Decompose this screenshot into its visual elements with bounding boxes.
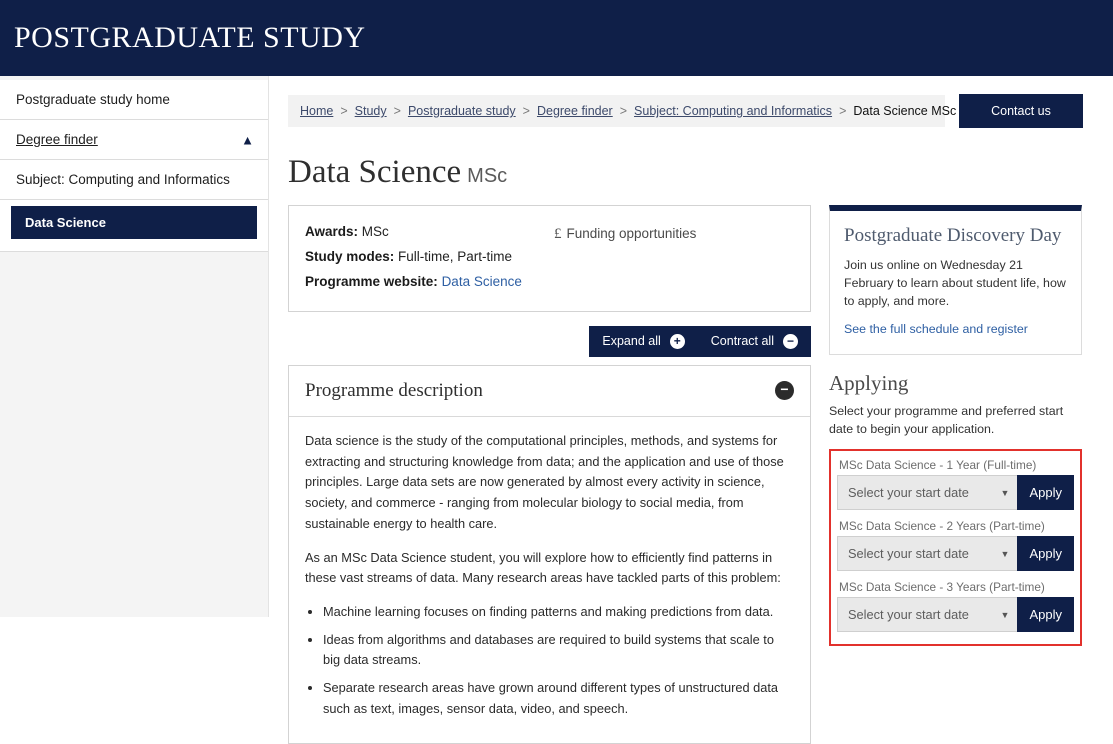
awards-value: MSc	[361, 224, 389, 239]
breadcrumb-separator: >	[522, 104, 530, 118]
chevron-up-icon[interactable]: ▲	[241, 132, 254, 147]
promo-heading: Postgraduate Discovery Day	[844, 225, 1062, 246]
description-paragraph: As an MSc Data Science student, you will explore how to efficiently find patterns in these vast streams of data. Many research areas have tackled parts of this problem:	[305, 549, 781, 586]
sidebar-item-degree-finder[interactable]	[0, 120, 268, 160]
apply-button-3[interactable]: Apply	[1017, 597, 1074, 632]
pound-icon: £	[554, 226, 562, 242]
list-item: • Machine learning focuses on finding patterns and making predictions from data.	[323, 602, 794, 623]
start-date-select-value: Select your start date	[848, 485, 969, 501]
breadcrumb-row	[288, 94, 1091, 128]
breadcrumb-link-home[interactable]: Home	[300, 104, 334, 118]
applying-heading: Applying	[829, 371, 909, 396]
apply-button-1[interactable]: Apply	[1017, 475, 1074, 510]
minus-circle-icon[interactable]: −	[775, 381, 794, 400]
apply-option-row	[837, 475, 1074, 510]
funding-label: Funding opportunities	[566, 226, 697, 241]
chevron-down-icon: ▼	[1000, 487, 1010, 498]
awards-row	[305, 220, 794, 245]
expand-all-label: Expand all	[602, 334, 661, 349]
sidebar	[0, 76, 269, 617]
sidebar-item-data-science[interactable]: Data Science	[11, 206, 257, 239]
programme-website-row	[305, 270, 794, 295]
breadcrumb-separator: >	[839, 104, 847, 118]
site-title: POSTGRADUATE STUDY	[14, 21, 366, 54]
breadcrumb	[288, 95, 957, 127]
breadcrumb-separator: >	[619, 104, 628, 118]
apply-option-label: MSc Data Science - 1 Year (Full-time)	[839, 458, 1037, 473]
contract-all-label: Contract all	[710, 334, 774, 349]
apply-option-label: MSc Data Science - 2 Years (Part-time)	[839, 519, 1045, 534]
contract-all-button[interactable]	[698, 326, 811, 357]
start-date-select-1[interactable]	[837, 475, 1017, 510]
side-column	[829, 205, 1082, 744]
study-modes-value: Full-time, Part-time	[398, 248, 513, 264]
breadcrumb-link-subject[interactable]: Subject: Computing and Informatics	[634, 104, 833, 118]
breadcrumb-link-postgraduate-study[interactable]: Postgraduate study	[407, 104, 516, 118]
start-date-select-value: Select your start date	[848, 546, 969, 562]
accordion-header[interactable]	[289, 366, 810, 417]
main-column	[288, 205, 811, 744]
accordion-title: Programme description	[305, 379, 483, 401]
breadcrumb-link-degree-finder[interactable]: Degree finder	[536, 104, 613, 118]
chevron-down-icon: ▼	[1000, 548, 1010, 559]
sidebar-item-label: Subject: Computing and Informatics	[16, 172, 230, 187]
list-item: • Separate research areas have grown around different types of unstructured data such as text, images, sensor data, video, and speech.	[323, 678, 794, 719]
apply-option-label: MSc Data Science - 3 Years (Part-time)	[839, 580, 1045, 595]
start-date-select-value: Select your start date	[848, 607, 969, 623]
page-title-qualification: MSc	[467, 165, 508, 187]
programme-website-label: Programme website:	[305, 273, 438, 289]
sidebar-item-postgraduate-study-home[interactable]	[0, 80, 268, 120]
expand-contract-controls	[288, 326, 811, 357]
accordion-body	[289, 417, 810, 743]
promo-link[interactable]: See the full schedule and register	[844, 322, 1028, 337]
breadcrumb-separator: >	[340, 104, 348, 118]
sidebar-item-label: Degree finder	[16, 132, 98, 147]
contact-us-button[interactable]: Contact us	[959, 94, 1083, 128]
site-header	[0, 0, 1113, 76]
minus-circle-icon: −	[783, 334, 798, 349]
study-modes-label: Study modes:	[305, 248, 395, 264]
expand-all-button[interactable]	[589, 326, 697, 357]
applying-intro: Select your programme and preferred start date to begin your application.	[829, 404, 1064, 437]
plus-circle-icon: +	[670, 334, 685, 349]
study-modes-row	[305, 245, 794, 270]
sidebar-item-subject-computing-and-informatics[interactable]	[0, 160, 268, 200]
page-title	[288, 154, 1091, 191]
apply-option-row	[837, 597, 1074, 632]
main-content	[269, 76, 1113, 716]
promo-card-discovery-day	[829, 205, 1082, 355]
promo-body: Join us online on Wednesday 21 February to learn about student life, how to apply, and more.	[844, 258, 1066, 309]
page-title-main: Data Science	[288, 154, 462, 190]
sidebar-subsection	[0, 200, 268, 252]
apply-option-row	[837, 536, 1074, 571]
sidebar-item-label: Postgraduate study home	[16, 92, 170, 107]
content-columns	[288, 205, 1091, 744]
programme-website-link[interactable]: Data Science	[441, 273, 522, 289]
description-bullet-list	[305, 602, 794, 720]
start-date-select-2[interactable]	[837, 536, 1017, 571]
accordion-programme-description	[288, 365, 811, 744]
breadcrumb-separator: >	[393, 104, 401, 118]
apply-button-2[interactable]: Apply	[1017, 536, 1074, 571]
breadcrumb-link-study[interactable]: Study	[354, 104, 387, 118]
funding-opportunities-link[interactable]	[554, 221, 696, 249]
awards-label: Awards:	[305, 224, 359, 239]
start-date-select-3[interactable]	[837, 597, 1017, 632]
breadcrumb-current: Data Science MSc	[853, 104, 957, 118]
page-body	[0, 76, 1113, 716]
awards-panel	[288, 205, 811, 312]
list-item: • Ideas from algorithms and databases are required to build systems that scale to big data streams.	[323, 630, 794, 671]
chevron-down-icon: ▼	[1000, 609, 1010, 620]
description-paragraph: Data science is the study of the computational principles, methods, and systems for extracting and structuring knowledge from data; and the application and use of those principles. Large data sets are now generated by almost every activity in science, society, and commerce - ranging from molecular biology to social media, from sustainable energy to health care.	[305, 432, 784, 531]
